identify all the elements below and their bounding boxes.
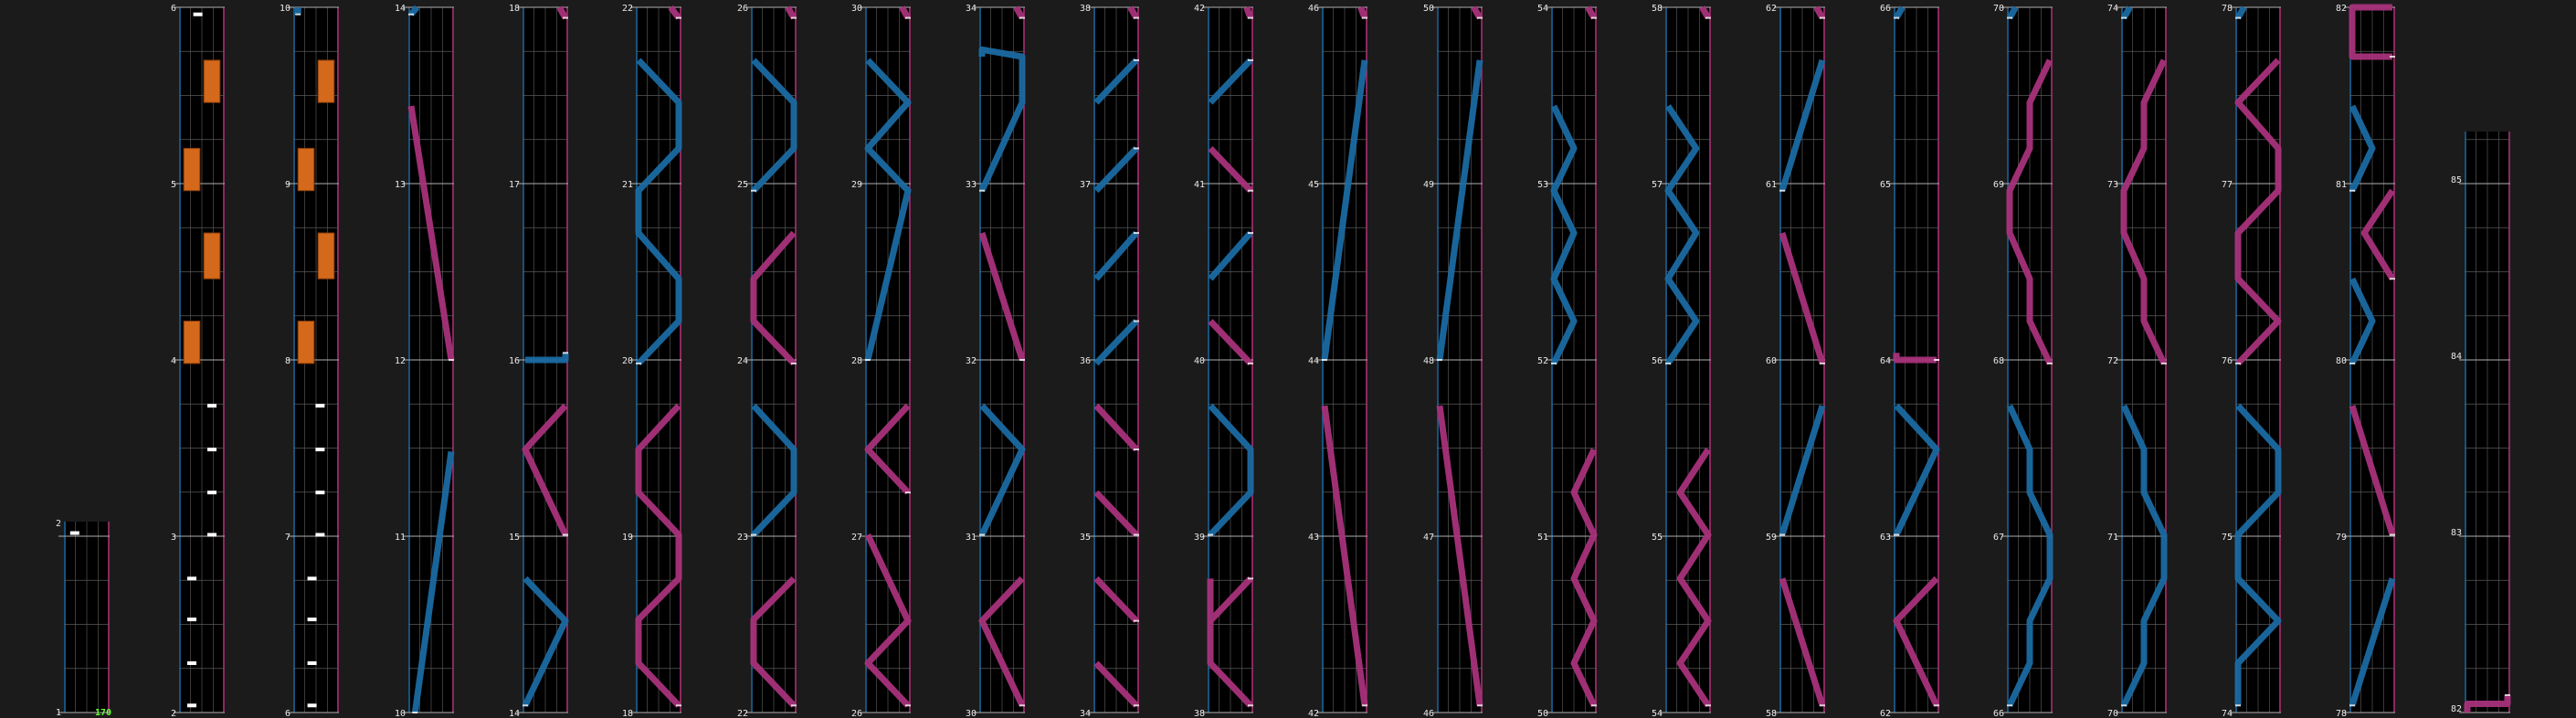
- slide-end-marker: [2007, 17, 2012, 19]
- slide-end-marker: [1322, 359, 1327, 361]
- slide-end-marker: [1591, 704, 1597, 706]
- slide-end-marker: [1362, 704, 1367, 706]
- tap-note[interactable]: [207, 533, 216, 536]
- measure-lane-21[interactable]: [2451, 132, 2510, 714]
- measure-lane-14[interactable]: [1652, 4, 1711, 718]
- measure-number: 44: [1307, 356, 1319, 366]
- slide-end-marker: [1820, 363, 1825, 364]
- measure-number: 81: [2335, 180, 2347, 190]
- measure-lane-8[interactable]: [966, 4, 1025, 718]
- measure-number: 68: [1992, 356, 2004, 366]
- measure-number: 67: [1992, 533, 2004, 543]
- tap-note[interactable]: [315, 404, 324, 407]
- measure-number: 34: [965, 4, 977, 14]
- slide-end-marker: [2390, 278, 2395, 280]
- pink-slide-note[interactable]: [1361, 7, 1365, 18]
- slide-end-marker: [563, 352, 568, 354]
- slide-end-marker: [1894, 533, 1899, 535]
- measure-number: 26: [736, 4, 748, 14]
- slide-end-marker: [1779, 190, 1785, 192]
- measure-number: 4: [170, 356, 176, 366]
- slide-end-marker: [979, 190, 985, 192]
- slide-end-marker: [1134, 147, 1139, 149]
- slide-end-marker: [1934, 704, 1939, 706]
- slide-end-marker: [1779, 533, 1785, 535]
- slide-end-marker: [2235, 704, 2241, 706]
- tap-note[interactable]: [187, 576, 196, 580]
- hold-note[interactable]: [184, 148, 200, 190]
- measure-number: 10: [394, 709, 406, 718]
- measure-number: 18: [621, 709, 633, 718]
- pink-slide-note[interactable]: [1247, 7, 1251, 18]
- slide-end-marker: [636, 363, 641, 364]
- measure-number: 45: [1307, 180, 1319, 190]
- slide-end-marker: [1019, 17, 1025, 19]
- slide-end-marker: [563, 533, 568, 535]
- measure-lane-16[interactable]: [1880, 4, 1939, 718]
- measure-number: 72: [2106, 356, 2118, 366]
- hold-note[interactable]: [204, 233, 220, 279]
- tap-note[interactable]: [187, 703, 196, 707]
- slide-end-marker: [865, 359, 871, 361]
- measure-number: 54: [1651, 709, 1663, 718]
- tap-note[interactable]: [308, 661, 317, 665]
- slide-end-marker: [791, 363, 797, 364]
- measure-number: 52: [1536, 356, 1548, 366]
- tap-note[interactable]: [308, 576, 317, 580]
- tap-note[interactable]: [207, 491, 216, 494]
- slide-end-marker: [2349, 190, 2355, 192]
- slide-end-marker: [979, 533, 985, 535]
- measure-number: 46: [1422, 709, 1434, 718]
- measure-number: 74: [2106, 4, 2118, 14]
- measure-number: 66: [1879, 4, 1891, 14]
- measure-lane-0[interactable]: [56, 519, 111, 718]
- slide-end-marker: [1134, 321, 1139, 322]
- hold-note[interactable]: [318, 60, 334, 102]
- slide-end-marker: [1934, 359, 1939, 361]
- slide-end-marker: [1019, 359, 1025, 361]
- measure-number: 9: [284, 180, 290, 190]
- measure-number: 46: [1307, 4, 1319, 14]
- tap-note[interactable]: [207, 404, 216, 407]
- slide-end-marker: [676, 17, 681, 19]
- measure-number: 75: [2221, 533, 2233, 543]
- measure-lane-12[interactable]: [1423, 4, 1483, 718]
- slide-end-marker: [791, 704, 797, 706]
- tap-note[interactable]: [70, 532, 79, 535]
- tap-note[interactable]: [308, 618, 317, 621]
- slide-end-marker: [1820, 17, 1825, 19]
- measure-number: 14: [394, 4, 406, 14]
- hold-note[interactable]: [204, 60, 220, 102]
- measure-number: 48: [1422, 356, 1434, 366]
- slide-end-marker: [2349, 704, 2355, 706]
- measure-lane-4[interactable]: [509, 4, 568, 718]
- slide-end-marker: [751, 190, 756, 192]
- measure-number: 1: [55, 708, 61, 718]
- slide-end-marker: [1134, 449, 1139, 450]
- measure-number: 14: [508, 709, 520, 718]
- measure-number: 62: [1765, 4, 1777, 14]
- measure-lane-9[interactable]: [1080, 4, 1139, 718]
- slide-end-marker: [905, 17, 911, 19]
- slide-end-marker: [2235, 363, 2241, 364]
- slide-end-marker: [676, 704, 681, 706]
- measure-lane-7[interactable]: [851, 4, 911, 718]
- slide-end-marker: [1477, 17, 1483, 19]
- measure-number: 54: [1536, 4, 1548, 14]
- slide-end-marker: [1134, 704, 1139, 706]
- measure-number: 82: [2450, 704, 2462, 714]
- slide-end-marker: [2047, 363, 2053, 364]
- hold-note[interactable]: [318, 233, 334, 279]
- measure-number: 3: [170, 533, 176, 543]
- measure-number: 10: [279, 4, 290, 14]
- combo-counter: 170: [94, 708, 111, 718]
- measure-number: 5: [170, 180, 176, 190]
- tap-note[interactable]: [308, 703, 317, 707]
- tap-note[interactable]: [315, 491, 324, 494]
- measure-number: 30: [965, 709, 977, 718]
- measure-number: 19: [621, 533, 633, 543]
- tap-note[interactable]: [315, 448, 324, 451]
- slide-end-marker: [1705, 17, 1711, 19]
- measure-lane-17[interactable]: [1993, 4, 2053, 718]
- measure-number: 43: [1307, 533, 1319, 543]
- measure-number: 83: [2450, 528, 2462, 538]
- slide-end-marker: [791, 17, 797, 19]
- measure-number: 34: [1079, 709, 1091, 718]
- measure-number: 42: [1193, 4, 1205, 14]
- slide-end-marker: [1477, 704, 1483, 706]
- measure-number: 82: [2335, 4, 2347, 14]
- measure-number: 23: [736, 533, 748, 543]
- slide-end-marker: [2007, 704, 2012, 706]
- measure-number: 2: [170, 709, 176, 718]
- slide-end-marker: [2390, 533, 2395, 535]
- measure-number: 7: [284, 533, 290, 543]
- measure-lane-2[interactable]: [280, 4, 339, 718]
- slide-end-marker: [408, 14, 414, 16]
- measure-number: 27: [850, 533, 862, 543]
- measure-number: 62: [1879, 709, 1891, 718]
- measure-number: 28: [850, 356, 862, 366]
- measure-number: 47: [1422, 533, 1434, 543]
- slide-end-marker: [412, 712, 417, 713]
- slide-end-marker: [905, 491, 911, 493]
- tap-note[interactable]: [187, 618, 196, 621]
- measure-number: 85: [2450, 175, 2462, 185]
- measure-lane-19[interactable]: [2222, 4, 2281, 718]
- slide-end-marker: [2505, 694, 2510, 696]
- measure-number: 78: [2221, 4, 2233, 14]
- hold-note[interactable]: [298, 148, 314, 190]
- measure-number: 58: [1765, 709, 1777, 718]
- measure-number: 35: [1079, 533, 1091, 543]
- tap-note[interactable]: [207, 448, 216, 451]
- measure-number: 40: [1193, 356, 1205, 366]
- slide-end-marker: [1705, 704, 1711, 706]
- measure-number: 6: [284, 709, 290, 718]
- slide-end-marker: [1591, 17, 1597, 19]
- measure-number: 70: [2106, 709, 2118, 718]
- slide-end-marker: [751, 533, 756, 535]
- slide-end-marker: [1362, 17, 1367, 19]
- slide-end-marker: [1665, 363, 1671, 364]
- measure-number: 30: [850, 4, 862, 14]
- measure-number: 13: [394, 180, 406, 190]
- measure-number: 38: [1079, 4, 1091, 14]
- measure-number: 37: [1079, 180, 1091, 190]
- measure-number: 50: [1422, 4, 1434, 14]
- measure-number: 76: [2221, 356, 2233, 366]
- slide-end-marker: [1437, 359, 1442, 361]
- measure-number: 25: [736, 180, 748, 190]
- measure-number: 29: [850, 180, 862, 190]
- slide-end-marker: [1248, 704, 1253, 706]
- slide-end-marker: [2390, 56, 2395, 58]
- slide-end-marker: [1820, 704, 1825, 706]
- tap-note[interactable]: [315, 533, 324, 536]
- measure-number: 31: [965, 533, 977, 543]
- measure-number: 59: [1765, 533, 1777, 543]
- measure-number: 49: [1422, 180, 1434, 190]
- slide-end-marker: [1248, 363, 1253, 364]
- slide-end-marker: [2121, 17, 2127, 19]
- measure-number: 69: [1992, 180, 2004, 190]
- slide-end-marker: [2121, 704, 2127, 706]
- measure-number: 36: [1079, 356, 1091, 366]
- measure-number: 32: [965, 356, 977, 366]
- measure-number: 33: [965, 180, 977, 190]
- measure-lane-18[interactable]: [2107, 4, 2167, 718]
- slide-end-marker: [1248, 577, 1253, 579]
- measure-number: 8: [284, 356, 290, 366]
- measure-lane-6[interactable]: [737, 4, 797, 718]
- measure-number: 39: [1193, 533, 1205, 543]
- measure-number: 41: [1193, 180, 1205, 190]
- measure-number: 74: [2221, 709, 2233, 718]
- measure-number: 15: [508, 533, 520, 543]
- slide-end-marker: [1134, 17, 1139, 19]
- measure-number: 6: [170, 4, 176, 14]
- measure-number: 55: [1651, 533, 1663, 543]
- measure-number: 73: [2106, 180, 2118, 190]
- measure-number: 20: [621, 356, 633, 366]
- measure-number: 70: [1992, 4, 2004, 14]
- slide-end-marker: [1894, 17, 1899, 19]
- measure-lane-15[interactable]: [1766, 4, 1825, 718]
- slide-end-marker: [1134, 59, 1139, 61]
- measure-number: 22: [621, 4, 633, 14]
- hold-note[interactable]: [298, 322, 314, 364]
- measure-number: 53: [1536, 180, 1548, 190]
- measure-lane-1[interactable]: [171, 4, 225, 718]
- slide-end-marker: [1019, 704, 1025, 706]
- measure-number: 11: [394, 533, 406, 543]
- measure-lane-11[interactable]: [1308, 4, 1367, 718]
- slide-end-marker: [1208, 533, 1213, 535]
- slide-end-marker: [449, 359, 454, 361]
- slide-end-marker: [1134, 620, 1139, 622]
- measure-number: 78: [2335, 709, 2347, 718]
- slide-end-marker: [1134, 533, 1139, 535]
- tap-note[interactable]: [187, 661, 196, 665]
- measure-number: 63: [1879, 533, 1891, 543]
- measure-lane-3[interactable]: [395, 4, 454, 718]
- measure-number: 16: [508, 356, 520, 366]
- measure-number: 58: [1651, 4, 1663, 14]
- slide-end-marker: [2161, 363, 2167, 364]
- measure-number: 50: [1536, 709, 1548, 718]
- slide-end-marker: [1248, 232, 1253, 234]
- measure-number: 64: [1879, 356, 1891, 366]
- slide-end-marker: [905, 704, 911, 706]
- measure-number: 42: [1307, 709, 1319, 718]
- measure-number: 57: [1651, 180, 1663, 190]
- measure-number: 12: [394, 356, 406, 366]
- slide-end-marker: [1248, 17, 1253, 19]
- measure-lane-20[interactable]: [2336, 4, 2395, 718]
- measure-number: 22: [736, 709, 748, 718]
- measure-number: 21: [621, 180, 633, 190]
- slide-end-marker: [295, 14, 301, 16]
- measure-number: 65: [1879, 180, 1891, 190]
- slide-end-marker: [1248, 59, 1253, 61]
- slide-end-marker: [1134, 232, 1139, 234]
- tap-note[interactable]: [194, 13, 203, 16]
- measure-lane-5[interactable]: [622, 4, 681, 718]
- measure-number: 66: [1992, 709, 2004, 718]
- measure-number: 26: [850, 709, 862, 718]
- measure-number: 84: [2450, 352, 2462, 362]
- measure-number: 79: [2335, 533, 2347, 543]
- measure-number: 38: [1193, 709, 1205, 718]
- slide-end-marker: [2235, 17, 2241, 19]
- measure-number: 80: [2335, 356, 2347, 366]
- measure-number: 61: [1765, 180, 1777, 190]
- measure-number: 77: [2221, 180, 2233, 190]
- slide-end-marker: [1248, 190, 1253, 192]
- hold-note[interactable]: [184, 322, 200, 364]
- measure-number: 71: [2106, 533, 2118, 543]
- measure-number: 24: [736, 356, 748, 366]
- slide-end-marker: [563, 17, 568, 19]
- measure-number: 18: [508, 4, 520, 14]
- measure-lane-13[interactable]: [1537, 4, 1597, 718]
- measure-number: 56: [1651, 356, 1663, 366]
- slide-end-marker: [2349, 363, 2355, 364]
- measure-number: 17: [508, 180, 520, 190]
- measure-number: 2: [55, 519, 61, 529]
- slide-end-marker: [523, 704, 528, 706]
- slide-end-marker: [1551, 363, 1557, 364]
- measure-lane-10[interactable]: [1194, 4, 1253, 718]
- measure-number: 60: [1765, 356, 1777, 366]
- measure-number: 51: [1536, 533, 1548, 543]
